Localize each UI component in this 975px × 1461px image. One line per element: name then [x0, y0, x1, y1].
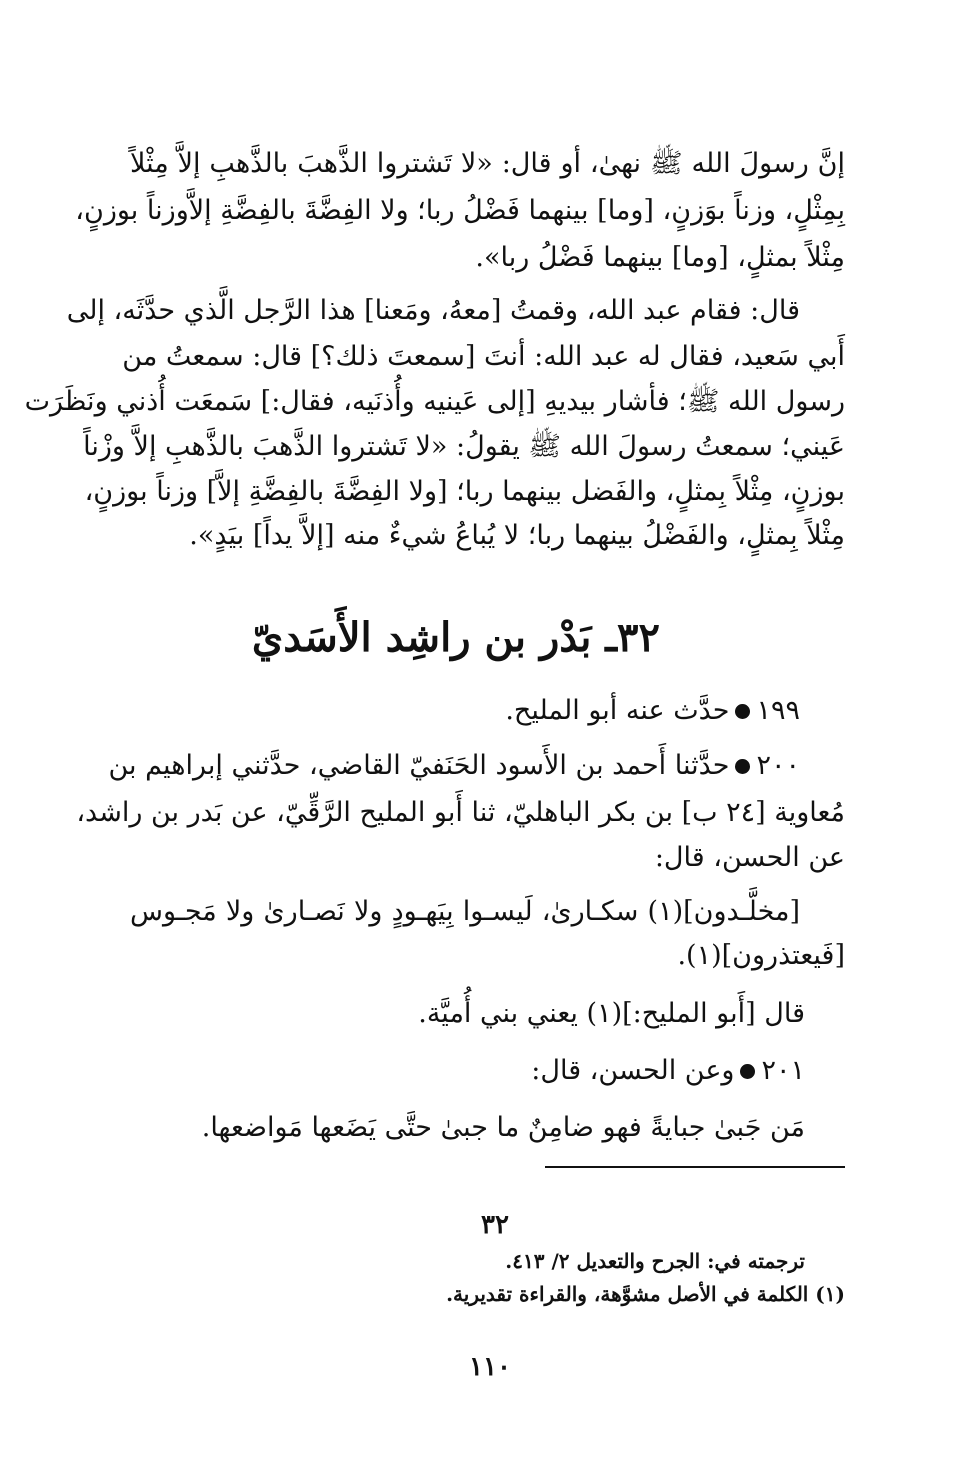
entry-200-line2: مُعاوية [٢٤ ب] بن بكر الباهليّ، ثنا أَبو المليح الرَّقِّيّ، عن بَدر بن راشد، — [76, 797, 845, 828]
entry-text: وعن الحسن، قال: — [531, 1055, 735, 1086]
poem-line2: [فَيعتذرون](١). — [677, 940, 845, 971]
entry-201 — [500, 1055, 805, 1087]
paragraph2-line: مِثْلاً بِمثلٍ، والفَضْلُ بينهما ربا؛ لا يُباعُ شيءٌ منه [إلاَّ يداً] بيَدٍ». — [189, 520, 845, 551]
bullet-icon — [735, 704, 750, 719]
poem-line1: [مخلَّـدون](١) سكـارىٰ، لَيسـوا بِيَهـودٍ ولا نَصـارىٰ ولا مَجـوس — [130, 896, 800, 927]
entry-200-line1 — [108, 750, 800, 782]
entry-200-line3: عن الحسن، قال: — [654, 842, 845, 873]
entry-number: ٢٠٠ — [756, 750, 800, 781]
entry-199 — [430, 695, 800, 727]
footnote-1: (١) الكلمة في الأصل مشوَّهة، والقراءة تقديرية. — [446, 1282, 845, 1306]
section-heading: ٣٢ـ بَدْر بن راشِد الأَسَديّ — [251, 614, 660, 661]
paragraph1-line: بِمِثْلٍ، وزناً بوَزنٍ، [وما] بينهما فَضْلُ ربا؛ ولا الفِضَّةَ بالفِضَّةِ إلاَّوزناً بوزنٍ، — [75, 195, 845, 226]
entry-text: حدَّثنا أَحمد بن الأَسود الحَنَفيّ القاضي، حدَّثني إبراهيم بن — [108, 750, 730, 781]
entry-text: حدَّث عنه أبو المليح. — [505, 695, 730, 726]
quote-line: قال [أَبو المليح:](١) يعني بني أُميَّة. — [418, 998, 805, 1029]
paragraph2-line: أَبي سَعيد، فقال له عبد الله: أنتَ [سمعتَ ذلك؟] قال: سمعتُ من — [122, 341, 845, 372]
paragraph1-line: إنَّ رسولَ الله ﷺ نهىٰ، أو قال: «لا تَشتروا الذَّهبَ بالذَّهبِ إلاَّ مِثْلاً — [130, 148, 845, 179]
footnote-number: ٣٢ — [481, 1210, 509, 1240]
bullet-icon — [735, 759, 750, 774]
bullet-icon — [740, 1064, 755, 1079]
paragraph2-line: قال: فقام عبد الله، وقمتُ [معهُ، ومَعنا] هذا الرَّجل الَّذي حدَّثَه، إلى — [66, 295, 800, 326]
paragraph2-line: رسول الله ﷺ؛ فأشار بيديهِ [إلى عَينيه وأُذنَيه، فقال:] سَمعَت أُذني ونَظَرَت — [24, 386, 845, 417]
paragraph2-line: بوزنٍ، مِثْلاً بِمثلٍ، والفَضل بينهما ربا؛ [ولا الفِضَّةَ بالفِضَّةِ إلاَّ] وزناً بوزنٍ، — [84, 476, 845, 507]
paragraph2-line: عَيني؛ سمعتُ رسولَ الله ﷺ يقولُ: «لا تَشتروا الذَّهبَ بالذَّهبِ إلاَّ وزْناً — [83, 431, 845, 462]
footnote-divider — [545, 1166, 845, 1168]
footnote-translation: ترجمته في: الجرح والتعديل ٢/ ٤١٣. — [505, 1249, 805, 1273]
entry-number: ١٩٩ — [756, 695, 800, 726]
entry-number: ٢٠١ — [761, 1055, 805, 1086]
page-number: ١١٠ — [469, 1352, 511, 1382]
entry-201-line2: مَن جَبىٰ جبايةً فهو ضامِنٌ ما جبىٰ حتَّى يَضَعها مَواضعها. — [201, 1112, 805, 1143]
paragraph1-line: مِثْلاً بمثلٍ، [وما] بينهما فَضْلُ ربا». — [475, 242, 845, 273]
